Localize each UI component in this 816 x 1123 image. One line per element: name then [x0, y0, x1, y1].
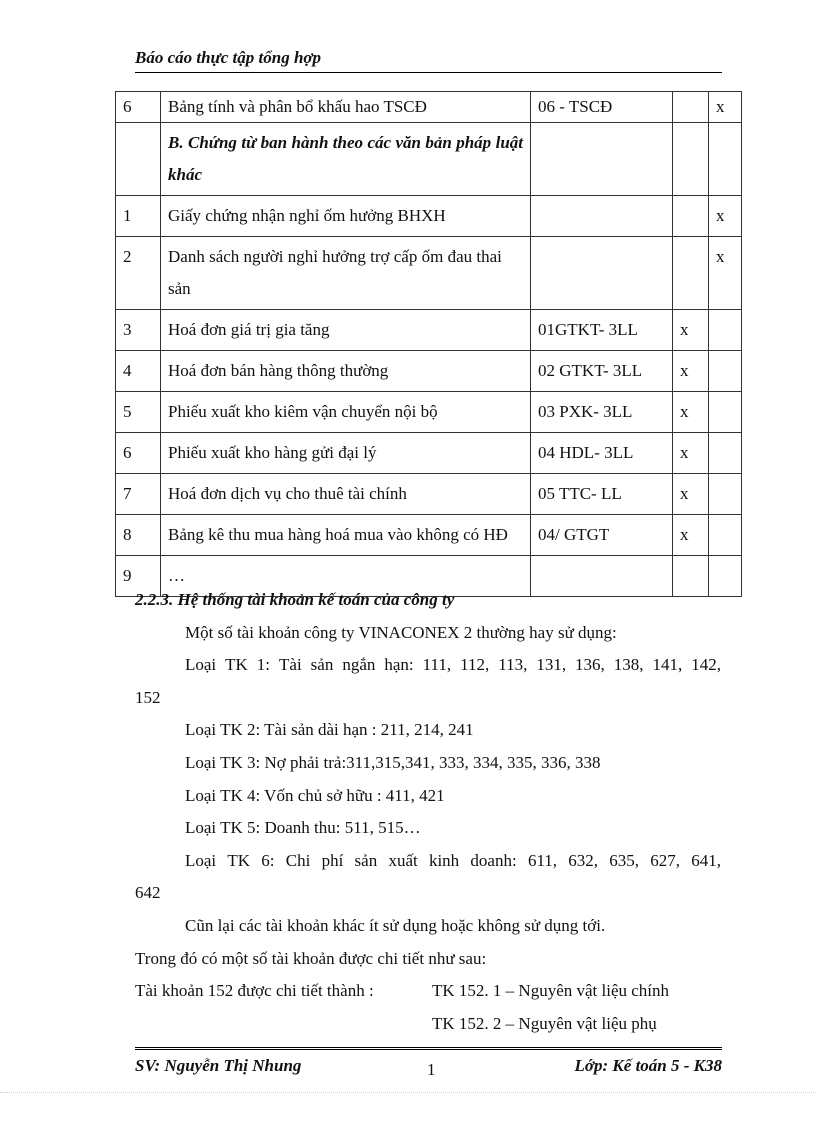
- table-row: [116, 123, 742, 196]
- documents-table: [115, 91, 742, 597]
- word: TK: [225, 655, 248, 675]
- word: 632,: [568, 850, 599, 870]
- cell-document-code: 03 PXK- 3LL: [531, 392, 673, 433]
- cell-mark-2: [709, 433, 742, 474]
- word: TK: [227, 850, 251, 870]
- word: 111,: [422, 655, 452, 675]
- cell-document-code: 04/ GTGT: [531, 515, 673, 556]
- cell-mark-1: [673, 196, 709, 237]
- cell-document-code: 06 - TSCĐ: [531, 92, 673, 123]
- cell-document-name: Hoá đơn dịch vụ cho thuê tài chính: [161, 474, 531, 515]
- page-edge-divider: [0, 1092, 816, 1093]
- detail-intro-line: Trong đó có một số tài khoản được chi tiết như sau:: [135, 948, 487, 968]
- cell-document-name: B. Chứng từ ban hành theo các văn bản pháp luật khác: [161, 123, 531, 196]
- word: Loại: [185, 655, 217, 675]
- word: 142,: [691, 655, 721, 675]
- table-row: [116, 196, 742, 237]
- detail-line-2: [135, 1008, 721, 1041]
- cell-document-name: …: [161, 556, 531, 597]
- word: xuất: [388, 850, 418, 870]
- cell-number: 9: [116, 556, 161, 597]
- word: Tài: [279, 655, 302, 675]
- table-row: [116, 474, 742, 515]
- cell-mark-2: x: [709, 196, 742, 237]
- account-type-1-cont: 152: [135, 687, 161, 707]
- word: 611,: [527, 850, 558, 870]
- cell-mark-1: x: [673, 351, 709, 392]
- table-row: [116, 92, 742, 123]
- cell-document-code: [531, 237, 673, 310]
- section-heading: 2.2.3. Hệ thống tài khoản kế toán của công ty: [135, 590, 455, 609]
- cell-document-name: Hoá đơn giá trị gia tăng: [161, 310, 531, 351]
- cell-mark-1: x: [673, 392, 709, 433]
- word: 1:: [256, 655, 271, 675]
- word: doanh:: [470, 850, 517, 870]
- account-type-2-line: Loại TK 2: Tài sản dài hạn : 211, 214, 241: [185, 720, 474, 740]
- account-type-3-line: Loại TK 3: Nợ phải trả:311,315,341, 333, 334, 335, 336, 338: [185, 752, 601, 772]
- cell-mark-2: [709, 392, 742, 433]
- word: 112,: [460, 655, 490, 675]
- cell-number: 3: [116, 310, 161, 351]
- page-footer: [135, 1047, 722, 1079]
- cell-document-name: Phiếu xuất kho hàng gửi đại lý: [161, 433, 531, 474]
- word: sản: [354, 850, 378, 870]
- cell-mark-1: [673, 123, 709, 196]
- word: 635,: [609, 850, 640, 870]
- cell-mark-2: x: [709, 237, 742, 310]
- table-row: [116, 310, 742, 351]
- detail-line-1: [135, 975, 721, 1008]
- table-row: [116, 392, 742, 433]
- word: 113,: [498, 655, 528, 675]
- detail-label: Tài khoản 152 được chi tiết thành :: [135, 981, 374, 1001]
- report-title: Báo cáo thực tập tổng hợp: [135, 48, 322, 67]
- word: Chi: [285, 850, 311, 870]
- account-type-5-line: Loại TK 5: Doanh thu: 511, 515…: [185, 818, 421, 838]
- cell-document-code: 01GTKT- 3LL: [531, 310, 673, 351]
- account-type-6-line: [135, 845, 721, 878]
- detail-item-1: TK 152. 1 – Nguyên vật liệu chính: [432, 981, 670, 1001]
- detail-item-2: TK 152. 2 – Nguyên vật liệu phụ: [432, 1013, 657, 1033]
- remaining-line: Cũn lại các tài khoản khác ít sử dụng hoặc không sử dụng tới.: [185, 915, 606, 935]
- cell-number: 6: [116, 433, 161, 474]
- cell-mark-2: [709, 515, 742, 556]
- page-header: [135, 48, 722, 73]
- cell-number: 6: [116, 92, 161, 123]
- account-type-6-cont: 642: [135, 883, 161, 903]
- cell-mark-2: [709, 123, 742, 196]
- cell-document-code: 05 TTC- LL: [531, 474, 673, 515]
- cell-number: 7: [116, 474, 161, 515]
- cell-number: 8: [116, 515, 161, 556]
- cell-document-name: Phiếu xuất kho kiêm vận chuyển nội bộ: [161, 392, 531, 433]
- cell-document-code: 04 HDL- 3LL: [531, 433, 673, 474]
- word: Loại: [185, 850, 217, 870]
- footer-student: SV: Nguyễn Thị Nhung: [135, 1056, 302, 1075]
- cell-mark-1: x: [673, 515, 709, 556]
- cell-mark-2: x: [709, 92, 742, 123]
- cell-mark-1: [673, 237, 709, 310]
- cell-document-name: Giấy chứng nhận nghỉ ốm hưởng BHXH: [161, 196, 531, 237]
- cell-document-code: 02 GTKT- 3LL: [531, 351, 673, 392]
- account-type-1-line: [135, 649, 721, 682]
- cell-number: 4: [116, 351, 161, 392]
- word: 131,: [536, 655, 567, 675]
- cell-mark-2: [709, 474, 742, 515]
- cell-document-code: [531, 196, 673, 237]
- cell-document-name: Bảng kê thu mua hàng hoá mua vào không có HĐ: [161, 515, 531, 556]
- word: phí: [321, 850, 344, 870]
- word: 627,: [650, 850, 681, 870]
- word: ngắn: [342, 655, 376, 675]
- word: 641,: [691, 850, 721, 870]
- cell-mark-1: [673, 92, 709, 123]
- cell-document-name: Hoá đơn bán hàng thông thường: [161, 351, 531, 392]
- cell-mark-1: x: [673, 310, 709, 351]
- accounts-section: [135, 584, 721, 1040]
- cell-number: 5: [116, 392, 161, 433]
- cell-number: [116, 123, 161, 196]
- word: 6:: [261, 850, 275, 870]
- table-row: [116, 433, 742, 474]
- footer-class: Lớp: Kế toán 5 - K38: [574, 1056, 722, 1075]
- account-type-4-line: Loại TK 4: Vốn chủ sở hữu : 411, 421: [185, 785, 445, 805]
- table-row: [116, 515, 742, 556]
- word: kinh: [428, 850, 460, 870]
- word: hạn:: [384, 655, 414, 675]
- cell-number: 1: [116, 196, 161, 237]
- cell-number: 2: [116, 237, 161, 310]
- word: sản: [310, 655, 334, 675]
- cell-mark-1: x: [673, 474, 709, 515]
- cell-mark-2: [709, 310, 742, 351]
- cell-mark-1: x: [673, 433, 709, 474]
- word: 136,: [575, 655, 605, 675]
- word: 138,: [613, 655, 644, 675]
- table-row: [116, 351, 742, 392]
- footer-page-number: 1: [427, 1060, 436, 1079]
- cell-document-name: Danh sách người nghỉ hưởng trợ cấp ốm đau thai sản: [161, 237, 531, 310]
- cell-document-code: [531, 123, 673, 196]
- table-row: [116, 237, 742, 310]
- word: 141,: [652, 655, 683, 675]
- cell-mark-2: [709, 351, 742, 392]
- intro-line: Một số tài khoản công ty VINACONEX 2 thường hay sử dụng:: [185, 622, 617, 642]
- cell-document-name: Bảng tính và phân bổ khấu hao TSCĐ: [161, 92, 531, 123]
